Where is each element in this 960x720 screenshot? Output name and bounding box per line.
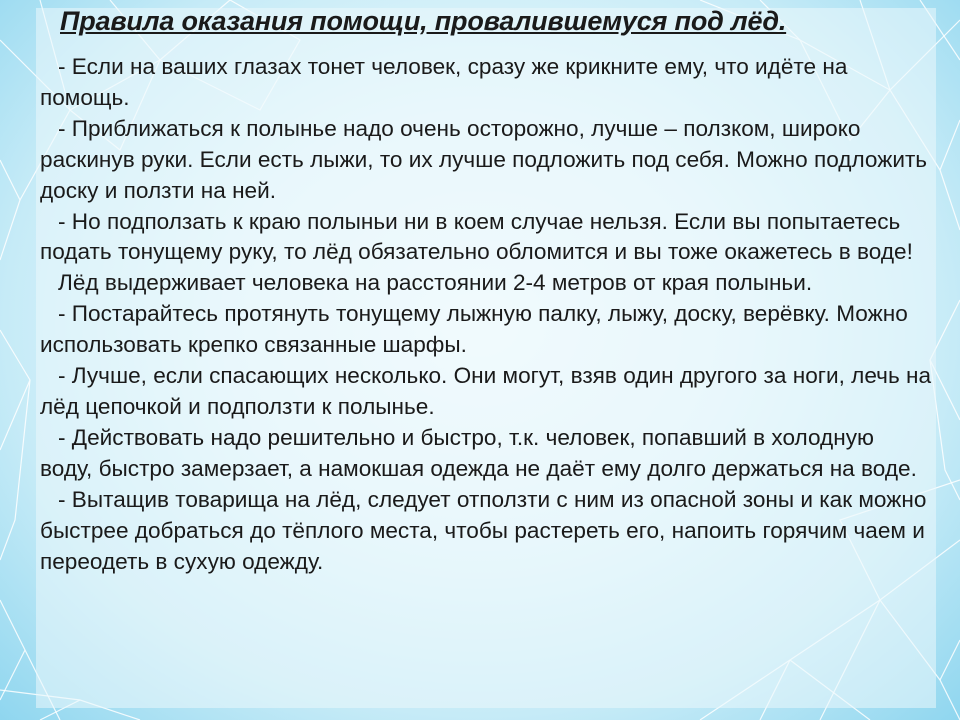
rule-paragraph: - Приближаться к полынье надо очень осторожно, лучше – ползком, широко раскинув руки. Если есть лыжи, то их лучше подложить под себя. Можно подложить доску и ползти на ней. [40,115,928,203]
rule-paragraph: Лёд выдерживает человека на расстоянии 2-4 метров от края полыньи. [58,270,813,296]
rule-paragraph: - Постарайтесь протянуть тонущему лыжную палку, лыжу, доску, верёвку. Можно использовать крепко связанные шарфы. [40,301,908,358]
rule-paragraph: - Лучше, если спасающих несколько. Они могут, взяв один другого за ноги, лечь на лёд цепочкой и подползти к полынье. [40,363,932,419]
rule-paragraph: - Вытащив товарища на лёд, следует отползти с ним из опасной зоны и как можно быстрее добраться до тёплого места, чтобы растереть его, напоить горячим чаем и переодеть в сухую одежду. [40,486,927,574]
rule-paragraph: - Если на ваших глазах тонет человек, сразу же крикните ему, что идёте на помощь. [40,54,848,110]
rule-paragraph: - Но подползать к краю полыньи ни в коем случае нельзя. Если вы попытаетесь подать тонущему руку, то лёд обязательно обломится и вы тоже окажетесь в воде! [40,208,913,265]
slide-title: Правила оказания помощи, провалившемуся под лёд. [60,6,787,36]
rules-list [40,52,932,577]
rule-paragraph: - Действовать надо решительно и быстро, т.к. человек, попавший в холодную воду, быстро замерзает, а намокшая одежда не даёт ему долго держаться на воде. [40,424,917,481]
